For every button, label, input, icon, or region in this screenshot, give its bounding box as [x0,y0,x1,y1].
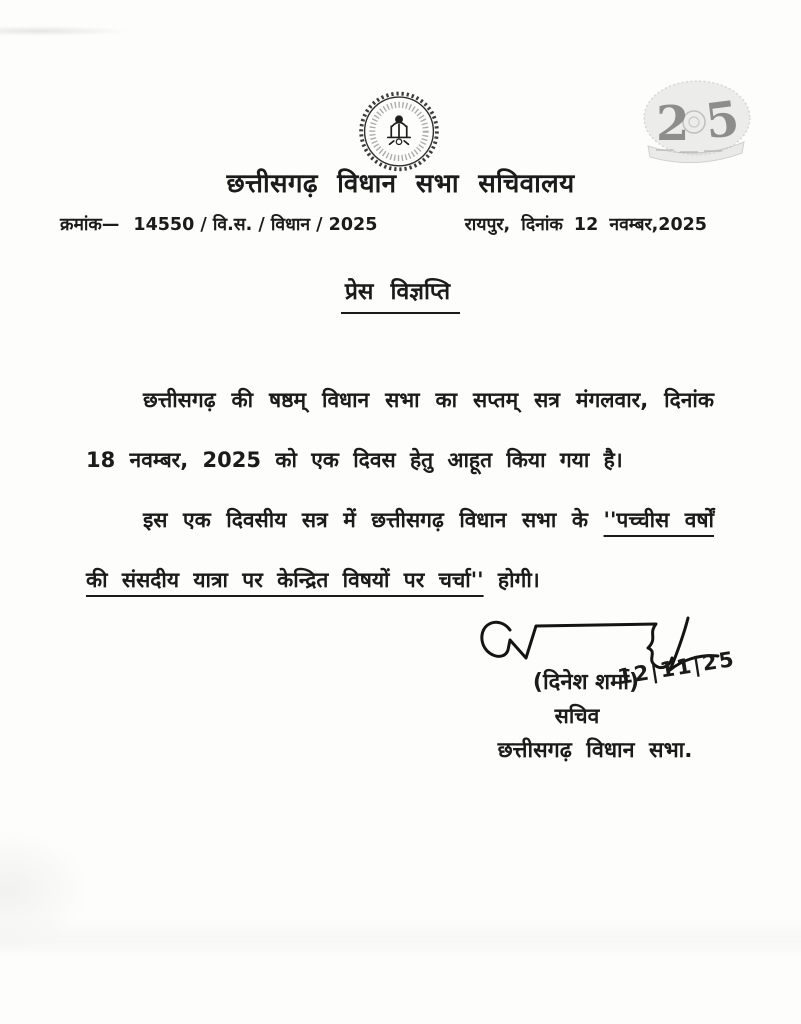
scan-smudge [0,830,90,950]
place-and-date: रायपुर, दिनांक 12 नवम्बर,2025 [464,215,707,235]
handwritten-date: 12|11|25 [615,646,738,690]
page-title: छत्तीसगढ़ विधान सभा सचिवालय [226,169,575,199]
paragraph2-suffix: होगी। [483,568,540,592]
letter-body [86,370,714,610]
jubilee-digit-5: 5 [702,90,743,151]
signature-block [430,614,760,764]
paragraph2-prefix: इस एक दिवसीय सत्र में छत्तीसगढ़ विधान सभा के [143,508,604,532]
signatory-name: (दिनेश शर्मा) [532,670,640,695]
25-years-jubilee-logo [630,76,762,176]
subject-heading: प्रेस विज्ञप्ति [341,274,460,314]
reference-value: 14550 / वि.स. / विधान / 2025 [133,215,378,235]
reference-label: क्रमांक— [60,215,120,235]
body-paragraph-2 [86,490,714,610]
scan-smudge [0,26,130,36]
signatory-designation: सचिव [554,704,600,728]
jubilee-digit-2: 2 [656,96,690,152]
body-paragraph-1: छत्तीसगढ़ की षष्ठम् विधान सभा का सप्तम् सत्र मंगलवार, दिनांक 18 नवम्बर, 2025 को एक दिवस हेतु आहूत किया गया है। [86,388,714,472]
paragraph2-quoted-phrase: ''पच्चीस वर्षों की संसदीय यात्रा पर केन्द्रित विषयों पर चर्चा'' [86,508,714,592]
reference-row [60,212,707,236]
scan-smudge [0,918,801,958]
reference-number [60,212,377,236]
signatory-organisation: छत्तीसगढ़ विधान सभा. [497,738,693,763]
subject-heading-wrap [0,274,801,314]
